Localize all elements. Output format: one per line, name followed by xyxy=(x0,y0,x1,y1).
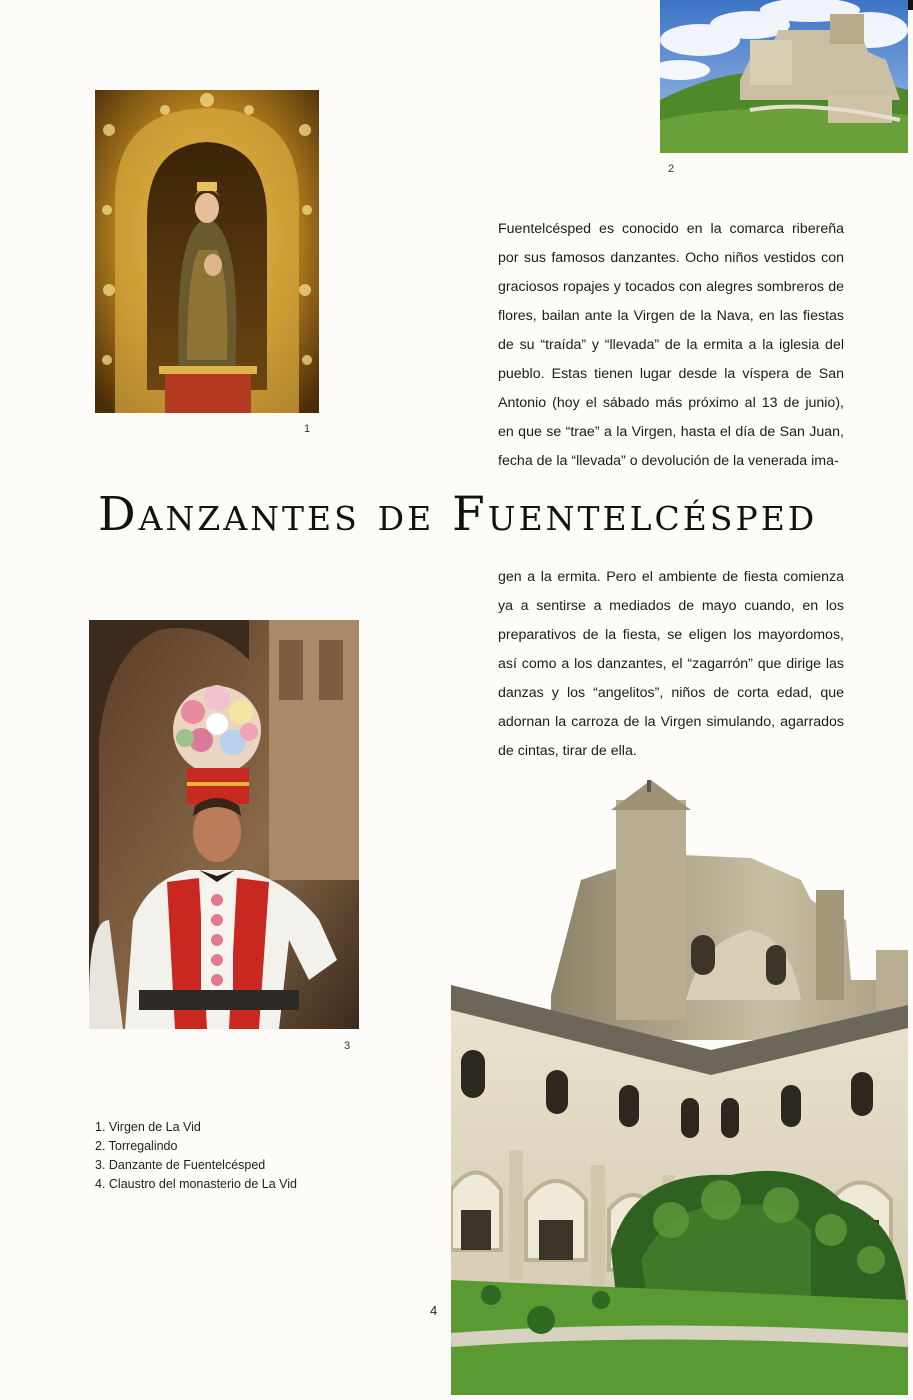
body-paragraph-2: gen a la ermita. Pero el ambiente de fiesta comienza ya a sentirse a mediados de mayo cuando, en los preparativos de la fiesta, se eligen los mayordomos, así como a los danzantes, el “zagarrón” que dirige las danzas y los “angelitos”, niños de corta edad, que adornan la carroza de la Virgen simulando, agarrados de cintas, tirar de ella. xyxy=(498,569,844,759)
page-title: Danzantes de Fuentelcésped xyxy=(98,487,818,542)
photo-2-number: 2 xyxy=(668,163,675,175)
cloister-photo xyxy=(451,780,908,1395)
photo-1-number: 1 xyxy=(304,423,311,435)
castle-hill-photo xyxy=(660,0,908,153)
caption-3: 3. Danzante de Fuentelcésped xyxy=(95,1158,266,1172)
photo-3-number: 3 xyxy=(344,1040,351,1052)
caption-1: 1. Virgen de La Vid xyxy=(95,1120,201,1134)
dancer-photo xyxy=(89,620,359,1029)
page-number: 4 xyxy=(430,1303,438,1318)
body-paragraph-1: Fuentelcésped es conocido en la comarca ribereña por sus famosos danzantes. Ocho niños vestidos con graciosos ropajes y tocados con alegres sombreros de flores, bailan ante la Virgen de la Nava, en las fiestas de su “traída” y “llevada” de la ermita a la iglesia del pueblo. Estas tienen lugar desde la víspera de San Antonio (hoy el sábado más próximo al 13 de junio), en que se “trae” a la Virgen, hasta el día de San Juan, fecha de la “llevada” o devolución de la venerada ima- xyxy=(498,221,844,469)
photo-captions xyxy=(95,1118,297,1194)
caption-4: 4. Claustro del monasterio de La Vid xyxy=(95,1177,297,1191)
caption-2: 2. Torregalindo xyxy=(95,1139,178,1153)
page-edge-mark xyxy=(908,0,913,10)
virgin-statue-photo xyxy=(95,90,319,413)
